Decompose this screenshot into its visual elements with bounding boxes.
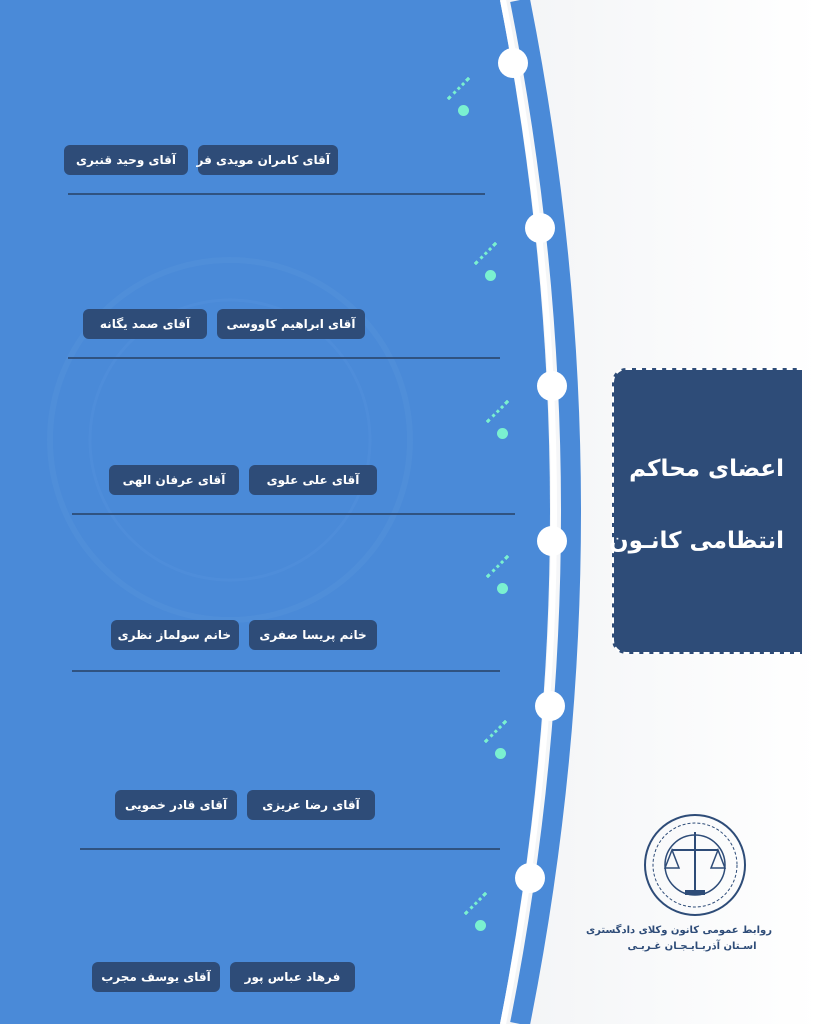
member-pill: آقای عرفان الهی — [109, 465, 239, 495]
branch-divider — [72, 670, 500, 672]
member-pill: آقای قادر خمویی — [115, 790, 237, 820]
member-pill: فرهاد عباس پور — [230, 962, 355, 992]
member-pill: آقای کامران مویدی فر — [198, 145, 338, 175]
timeline-node — [515, 863, 545, 893]
sidebar-title-box — [608, 368, 802, 654]
timeline-node — [537, 371, 567, 401]
timeline-node — [535, 691, 565, 721]
emblem-icon — [640, 810, 750, 920]
member-pill: آقای ابراهیم کاووسی — [217, 309, 365, 339]
logo-caption-2: اسـتان آذربـایـجـان غـربـی — [627, 941, 757, 952]
member-pill: آقای رضا عزیزی — [247, 790, 375, 820]
member-pill: خانم پریسا صفری — [249, 620, 377, 650]
sidebar-title-line2: انتظامی کانـون — [608, 528, 784, 554]
bar-association-logo — [640, 810, 750, 920]
logo-caption-1: روابط عمومی کانون وکلای دادگستری — [586, 925, 772, 936]
branch-divider — [80, 848, 500, 850]
sidebar-title-line1: اعضای محاکم — [629, 456, 784, 482]
member-pill: آقای صمد یگانه — [83, 309, 207, 339]
branch-divider — [68, 193, 485, 195]
timeline-node — [498, 48, 528, 78]
member-pill: آقای علی علوی — [249, 465, 377, 495]
branch-divider — [72, 513, 515, 515]
timeline-node — [525, 213, 555, 243]
branch-divider — [68, 357, 500, 359]
timeline-node — [537, 526, 567, 556]
member-pill: آقای وحید قنبری — [64, 145, 188, 175]
member-pill: آقای یوسف مجرب — [92, 962, 220, 992]
member-pill: خانم سولماز نظری — [111, 620, 239, 650]
